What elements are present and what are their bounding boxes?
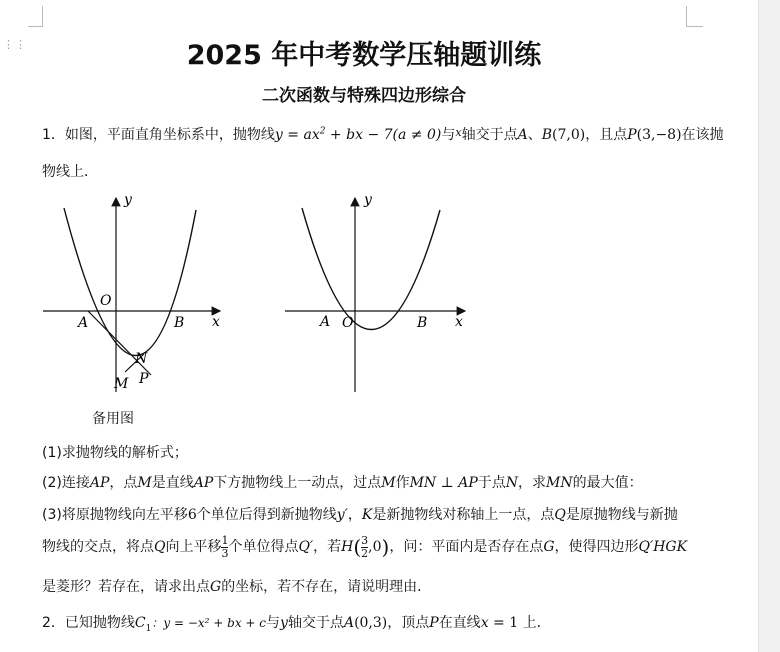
sub-question-2: (2)连接AP，点M是直线AP下方抛物线上一动点，过点M作MN ⊥ AP于点N，求MN的最大值： — [42, 475, 643, 491]
question-2: 2．已知抛物线$C_1$：y = −x² + bx + c与y轴交于点A(0,3)，顶点P在直线x = 1 上． — [42, 615, 551, 634]
drag-handle-icon[interactable]: ⋮⋮ — [3, 38, 27, 51]
sub-question-1: (1)求抛物线的解析式； — [42, 445, 188, 461]
q1-line1: 1．如图，平面直角坐标系中，抛物线$y = ax^2$ + bx − 7(a ≠ 0)与$^x$轴交于点A、B(7,0)，且点P(3,−8)在该抛 — [42, 126, 724, 143]
fig1-point-A: A — [78, 315, 89, 331]
crop-mark-top-right — [686, 6, 703, 27]
fraction-one-third: $\frac{1}{3}$ — [221, 533, 229, 560]
page-subtitle: 二次函数与特殊四边形综合 — [262, 86, 466, 106]
right-scroll-gutter[interactable] — [758, 0, 780, 652]
fraction-three-halves: $\frac{3}{2}$ — [361, 533, 369, 560]
q1-equation: $y = ax^2$ + bx − 7(a ≠ 0) — [274, 126, 442, 143]
fig1-x-label: x — [212, 314, 220, 330]
fig2-point-A: A — [320, 314, 331, 330]
q1-number: 1． — [42, 127, 65, 143]
fig2-x-label: x — [455, 314, 463, 330]
figure-2-parabola-spare — [282, 192, 482, 402]
point-B-coord: (7,0) — [552, 127, 586, 143]
page-title: 2025 年中考数学压轴题训练 — [186, 40, 542, 71]
figure-1-parabola — [38, 192, 263, 402]
fig2-y-label: y — [364, 192, 372, 208]
q1-text: 如图，平面直角坐标系中，抛物线 — [64, 127, 275, 143]
fig1-point-M: M — [114, 376, 129, 392]
fig2-origin-label: O — [342, 315, 354, 331]
sub-question-3-cont: 物线的交点，将点Q向上平移 $\frac{1}{3}$ 个单位得点Q′，若H( $\frac{3}{2}$ ,0)，问：平面内是否存在点G，使得四边形Q′HGK — [42, 533, 688, 560]
fig1-point-N: N — [135, 351, 148, 367]
fig1-y-label: y — [124, 192, 132, 208]
sub-question-3-end: 是菱形？若存在，请求出点G的坐标，若不存在，请说明理由． — [42, 579, 432, 595]
fig1-point-P: P — [139, 371, 149, 387]
point-A-label: A — [517, 127, 528, 143]
q1-line2: 物线上． — [42, 164, 98, 180]
fig1-origin-label: O — [100, 293, 112, 309]
point-P-coord: (3,−8) — [636, 127, 682, 143]
crop-mark-top-left — [28, 6, 43, 27]
fig2-point-B: B — [417, 315, 428, 331]
sub-question-3: (3)将原抛物线向左平移6个单位后得到新抛物线y′，K是新抛物线对称轴上一点，点Q是原抛物线与新抛 — [42, 507, 678, 523]
parabola-curve — [64, 208, 196, 356]
figure-caption: 备用图 — [92, 411, 134, 427]
fig1-point-B: B — [174, 315, 185, 331]
